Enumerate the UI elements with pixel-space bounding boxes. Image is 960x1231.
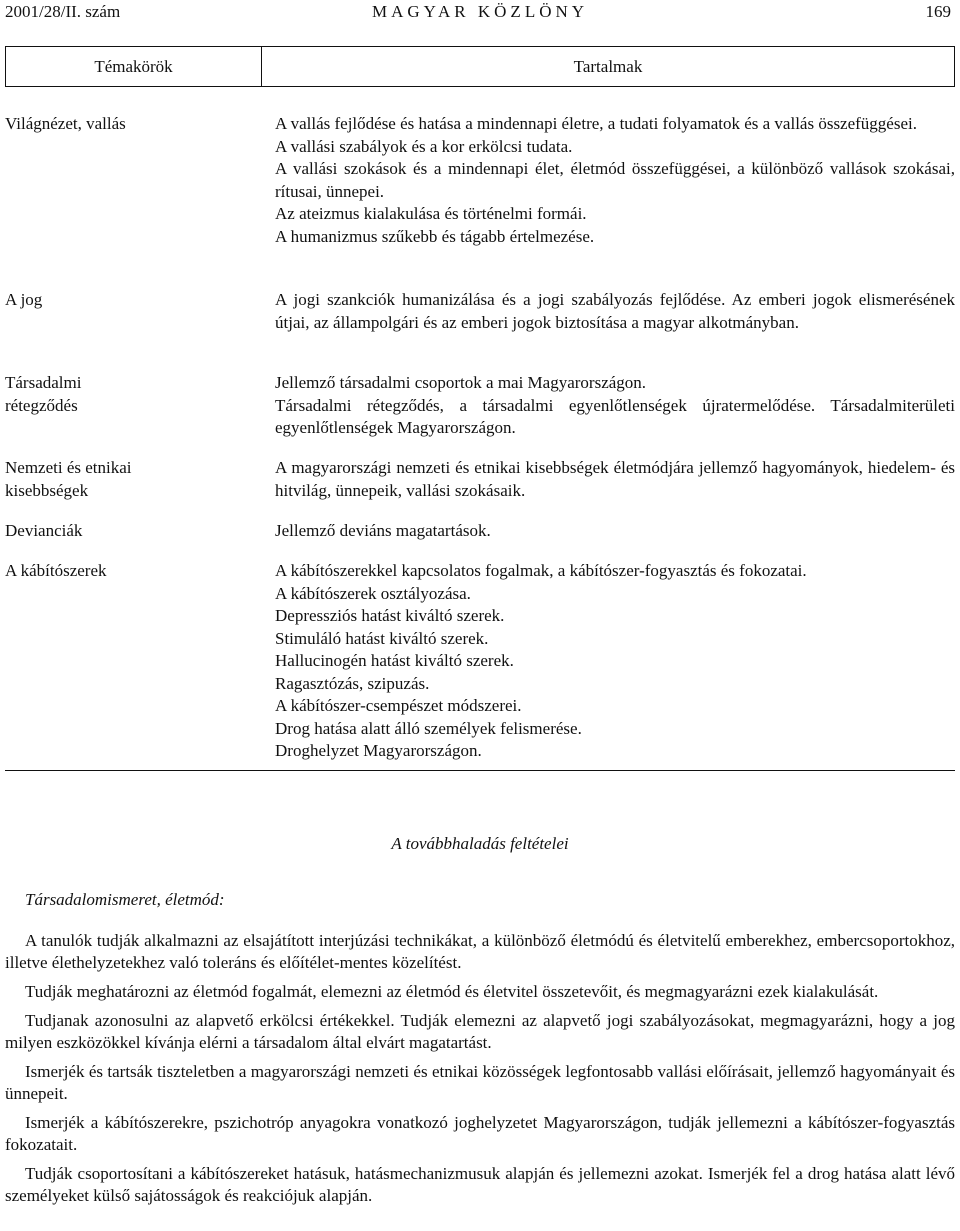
paragraph: A tanulók tudják alkalmazni az elsajátított interjúzási technikákat, a különböző életmódú és életvitelű emberekhez, embercsoportokhoz, illetve élethelyzetekhez való toleráns és előítélet-mentes közelítést. — [5, 931, 955, 972]
content-line: Társadalmi rétegződés, a társadalmi egyenlőtlenségek újratermelődése. Társadalmiterületi egyenlőtlenségek Magyarországon. — [275, 395, 955, 437]
page-number: 169 — [925, 2, 951, 21]
content-line: Drog hatása alatt álló személyek felismerése. — [275, 718, 582, 738]
paragraph: Ismerjék és tartsák tiszteletben a magyarországi nemzeti és etnikai közösségek legfontosabb vallási előírásait, jellemző hagyományait és ünnepeit. — [5, 1062, 955, 1103]
content-line: Hallucinogén hatást kiváltó szerek. — [275, 651, 514, 670]
content-line: A kábítószerek osztályozása. — [275, 583, 471, 603]
content-cell — [275, 457, 955, 502]
page-header — [5, 2, 955, 26]
section-subtitle: Társadalomismeret, életmód: — [25, 890, 225, 909]
paragraph: Tudják meghatározni az életmód fogalmát, elemezni az életmód és életvitel összetevőit, és megmagyarázni ezek kialakulását. — [25, 982, 879, 1001]
paragraph: Tudják csoportosítani a kábítószereket hatásuk, hatásmechanizmusuk alapján és jellemezni azokat. Ismerjék fel a drog hatása alatt lévő személyeket külső sajátosságok és reakciójuk alapján. — [5, 1164, 955, 1205]
content-line: A vallási szabályok és a kor erkölcsi tudata. — [275, 136, 573, 156]
topic-cell: A jog — [5, 290, 43, 309]
topic-cell: Világnézet, vallás — [5, 114, 126, 133]
content-cell — [275, 372, 955, 440]
paragraph: Tudjanak azonosulni az alapvető erkölcsi értékekkel. Tudják elemezni az alapvető jogi szabályozásokat, megmagyarázni, hogy a jog milyen eszközökkel kívánja elérni a társadalom által elvárt magatartást. — [5, 1011, 955, 1052]
content-line: A jogi szankciók humanizálása és a jogi szabályozás fejlődése. Az emberi jogok elismerésének útjai, az állampolgári és az emberi jogok biztosítása a magyar alkotmányban. — [275, 290, 955, 332]
paragraph: Ismerjék a kábítószerekre, pszichotróp anyagokra vonatkozó joghelyzetet Magyarországon, tudják jellemezni a kábítószer-fogyasztás fokozatait. — [5, 1113, 955, 1154]
column-header-contents: Tartalmak — [573, 57, 643, 76]
content-cell — [275, 289, 955, 334]
content-cell — [275, 520, 955, 543]
content-line: A vallás fejlődése és hatása a mindennapi életre, a tudati folyamatok és a vallás összefüggései. — [275, 114, 917, 133]
content-line: Jellemző társadalmi csoportok a mai Magyarországon. — [275, 373, 647, 392]
content-line: Jellemző deviáns magatartások. — [275, 521, 491, 540]
content-line: A humanizmus szűkebb és tágabb értelmezése. — [275, 226, 595, 246]
content-line: Droghelyzet Magyarországon. — [275, 741, 482, 760]
content-line: A magyarországi nemzeti és etnikai kisebbségek életmódjára jellemző hagyományok, hiedelem- és hitvilág, ünnepeik, vallási szokásaik. — [275, 458, 955, 500]
publication-title: MAGYAR KÖZLÖNY — [371, 2, 589, 21]
column-header-topics: Témakörök — [94, 57, 173, 76]
topic-cell: Társadalmi rétegződés — [5, 373, 82, 415]
topic-cell: Nemzeti és etnikai kisebbségek — [5, 458, 132, 500]
content-line: A vallási szokások és a mindennapi élet, életmód összefüggései, a különböző vallások szokásai, rítusai, ünnepei. — [275, 159, 955, 201]
content-line: A kábítószerekkel kapcsolatos fogalmak, a kábítószer-fogyasztás és fokozatai. — [275, 561, 807, 580]
content-line: A kábítószer-csempészet módszerei. — [275, 696, 522, 715]
topic-cell: A kábítószerek — [5, 561, 107, 580]
content-line: Ragasztózás, szipuzás. — [275, 673, 430, 693]
content-line: Depressziós hatást kiváltó szerek. — [275, 606, 505, 625]
content-cell — [275, 560, 955, 763]
requirements-text — [5, 930, 955, 1214]
section-title: A továbbhaladás feltételei — [391, 834, 569, 853]
table-bottom-rule — [5, 770, 955, 771]
issue-number: 2001/28/II. szám — [5, 2, 121, 21]
topic-cell: Devianciák — [5, 521, 83, 540]
content-line: Az ateizmus kialakulása és történelmi formái. — [275, 204, 587, 223]
table-header — [5, 46, 955, 87]
content-line: Stimuláló hatást kiváltó szerek. — [275, 628, 489, 648]
content-cell — [275, 113, 955, 248]
